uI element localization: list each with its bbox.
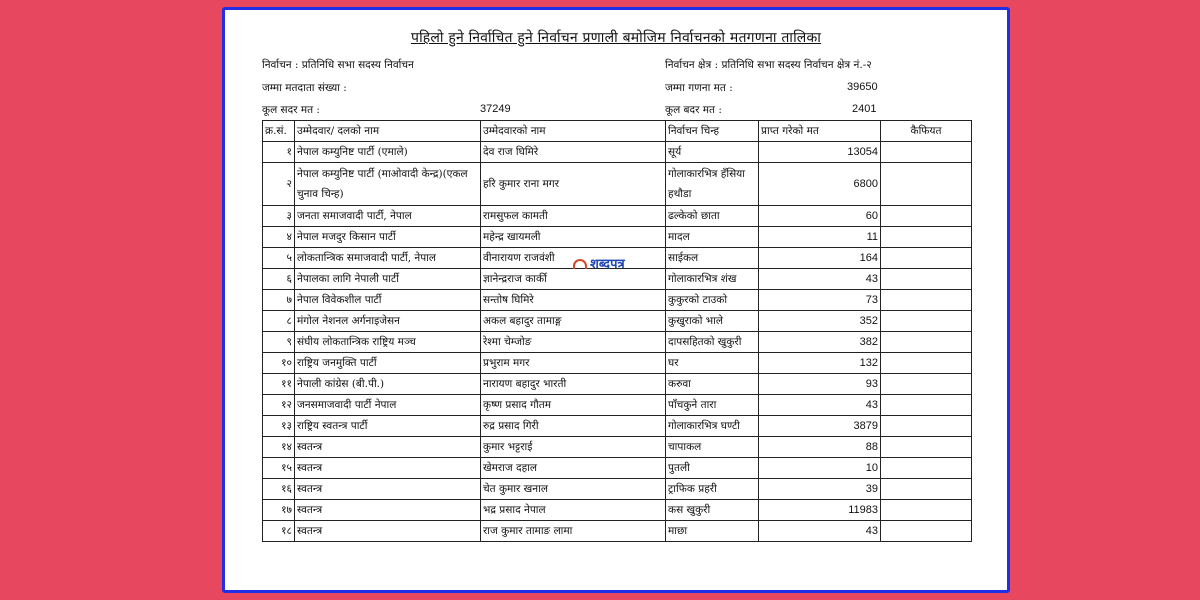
header-remarks: कैफियत — [881, 121, 972, 142]
row-sn-cell: ८ — [263, 311, 295, 332]
document-title: पहिलो हुने निर्वाचित हुने निर्वाचन प्रणाली बमोजिम निर्वाचनको मतगणना तालिका — [410, 30, 822, 46]
row-candidate-cell: नारायण बहादुर भारती — [481, 374, 666, 395]
row-remarks-cell — [881, 458, 972, 479]
row-votes-cell: 6800 — [759, 163, 881, 206]
row-symbol-cell: ट्राफिक प्रहरी — [666, 479, 759, 500]
row-candidate-cell: वीनारायण राजवंशी — [481, 248, 666, 269]
row-party-cell: स्वतन्त्र — [295, 479, 481, 500]
row-party-cell: जनसमाजवादी पार्टी नेपाल — [295, 395, 481, 416]
row-candidate-cell: महेन्द्र खायमली — [481, 227, 666, 248]
row-votes-cell: 88 — [759, 437, 881, 458]
row-candidate-cell: प्रभुराम मगर — [481, 353, 666, 374]
row-remarks-cell — [881, 248, 972, 269]
row-symbol-cell: साईकल — [666, 248, 759, 269]
table-row — [263, 311, 972, 332]
row-sn-cell: ६ — [263, 269, 295, 290]
row-votes-cell: 60 — [759, 206, 881, 227]
table-row — [263, 521, 972, 542]
row-candidate-cell: रेश्मा चेम्जोङ — [481, 332, 666, 353]
row-remarks-cell — [881, 163, 972, 206]
row-sn-cell: ९ — [263, 332, 295, 353]
election-label: निर्वाचन : प्रतिनिधि सभा सदस्य निर्वाचन — [262, 59, 414, 71]
row-sn-cell: ११ — [263, 374, 295, 395]
row-votes-cell: 93 — [759, 374, 881, 395]
row-party-cell: स्वतन्त्र — [295, 458, 481, 479]
row-sn-cell: ७ — [263, 290, 295, 311]
row-party-cell: मंगोल नेशनल अर्गनाइजेसन — [295, 311, 481, 332]
row-candidate-cell: कुमार भट्टराई — [481, 437, 666, 458]
row-sn-cell: १३ — [263, 416, 295, 437]
table-row — [263, 395, 972, 416]
total-voters-label: जम्मा मतदाता संख्या : — [262, 82, 347, 94]
row-votes-cell: 11983 — [759, 500, 881, 521]
row-sn-cell: १ — [263, 142, 295, 163]
row-votes-cell: 43 — [759, 395, 881, 416]
row-symbol-cell: चापाकल — [666, 437, 759, 458]
row-votes-cell: 43 — [759, 521, 881, 542]
row-symbol-cell: घर — [666, 353, 759, 374]
table-row — [263, 290, 972, 311]
invalid-votes-value: 2401 — [852, 103, 877, 115]
table-row — [263, 416, 972, 437]
row-votes-cell: 10 — [759, 458, 881, 479]
row-remarks-cell — [881, 227, 972, 248]
row-symbol-cell: पुतली — [666, 458, 759, 479]
row-symbol-cell: गोलाकारभित्र हँसिया हथौडा — [666, 163, 759, 206]
row-sn-cell: १६ — [263, 479, 295, 500]
row-party-cell: नेपाल कम्युनिष्ट पार्टी (माओवादी केन्द्र)(एकल चुनाव चिन्ह) — [295, 163, 481, 206]
row-sn-cell: ५ — [263, 248, 295, 269]
row-party-cell: नेपाल मजदुर किसान पार्टी — [295, 227, 481, 248]
row-candidate-cell: अकल बहादुर तामाङ्ग — [481, 311, 666, 332]
row-symbol-cell: कुकुरको टाउको — [666, 290, 759, 311]
row-party-cell: जनता समाजवादी पार्टी, नेपाल — [295, 206, 481, 227]
table-body — [263, 142, 972, 542]
table-row — [263, 458, 972, 479]
row-remarks-cell — [881, 332, 972, 353]
row-party-cell: नेपालका लागि नेपाली पार्टी — [295, 269, 481, 290]
row-party-cell: लोकतान्त्रिक समाजवादी पार्टी, नेपाल — [295, 248, 481, 269]
table-row — [263, 163, 972, 206]
row-candidate-cell: हरि कुमार राना मगर — [481, 163, 666, 206]
row-remarks-cell — [881, 416, 972, 437]
row-symbol-cell: गोलाकारभित्र घण्टी — [666, 416, 759, 437]
header-candidate: उम्मेदवारको नाम — [481, 121, 666, 142]
table-row — [263, 142, 972, 163]
row-party-cell: नेपाल विवेकशील पार्टी — [295, 290, 481, 311]
row-sn-cell: ४ — [263, 227, 295, 248]
valid-votes-label: कूल सदर मत : — [262, 104, 320, 116]
logo-arc-icon — [573, 259, 587, 269]
row-sn-cell: १५ — [263, 458, 295, 479]
row-party-cell: राष्ट्रिय स्वतन्त्र पार्टी — [295, 416, 481, 437]
header-symbol: निर्वाचन चिन्ह — [666, 121, 759, 142]
row-candidate-cell: भद्र प्रसाद नेपाल — [481, 500, 666, 521]
watermark-text: शब्दपत्र — [590, 257, 625, 272]
row-candidate-cell: ज्ञानेन्द्रराज कार्की — [481, 269, 666, 290]
row-remarks-cell — [881, 206, 972, 227]
total-counted-label: जम्मा गणना मत : — [665, 82, 733, 94]
row-symbol-cell: मादल — [666, 227, 759, 248]
row-party-cell: स्वतन्त्र — [295, 437, 481, 458]
valid-votes-value: 37249 — [480, 103, 511, 115]
row-symbol-cell: दापसहितको खुकुरी — [666, 332, 759, 353]
row-symbol-cell: माछा — [666, 521, 759, 542]
row-symbol-cell: कस खुकुरी — [666, 500, 759, 521]
row-remarks-cell — [881, 311, 972, 332]
constituency-label: निर्वाचन क्षेत्र : प्रतिनिधि सभा सदस्य निर्वाचन क्षेत्र नं.-२ — [665, 59, 872, 71]
row-votes-cell: 13054 — [759, 142, 881, 163]
row-remarks-cell — [881, 479, 972, 500]
header-votes: प्राप्त गरेको मत — [759, 121, 881, 142]
row-sn-cell: १४ — [263, 437, 295, 458]
row-symbol-cell: करुवा — [666, 374, 759, 395]
header-party: उम्मेदवार/ दलको नाम — [295, 121, 481, 142]
row-candidate-cell: खेमराज दहाल — [481, 458, 666, 479]
row-party-cell: स्वतन्त्र — [295, 500, 481, 521]
row-sn-cell: २ — [263, 163, 295, 206]
watermark-logo — [573, 254, 625, 272]
table-row — [263, 353, 972, 374]
row-sn-cell: १० — [263, 353, 295, 374]
row-remarks-cell — [881, 142, 972, 163]
row-sn-cell: ३ — [263, 206, 295, 227]
row-symbol-cell: गोलाकारभित्र शंख — [666, 269, 759, 290]
row-symbol-cell: पाँचकुने तारा — [666, 395, 759, 416]
row-party-cell: नेपाल कम्युनिष्ट पार्टी (एमाले) — [295, 142, 481, 163]
row-party-cell: संघीय लोकतान्त्रिक राष्ट्रिय मञ्च — [295, 332, 481, 353]
row-votes-cell: 352 — [759, 311, 881, 332]
row-votes-cell: 73 — [759, 290, 881, 311]
row-party-cell: राष्ट्रिय जनमुक्ति पार्टी — [295, 353, 481, 374]
row-symbol-cell: ढल्केको छाता — [666, 206, 759, 227]
table-header-row — [263, 121, 972, 142]
invalid-votes-label: कूल बदर मत : — [665, 104, 722, 116]
total-counted-value: 39650 — [847, 81, 878, 93]
row-candidate-cell: कृष्ण प्रसाद गौतम — [481, 395, 666, 416]
document-frame — [222, 7, 1010, 593]
row-remarks-cell — [881, 521, 972, 542]
row-symbol-cell: कुखुराको भाले — [666, 311, 759, 332]
row-remarks-cell — [881, 290, 972, 311]
row-remarks-cell — [881, 353, 972, 374]
row-votes-cell: 164 — [759, 248, 881, 269]
row-candidate-cell: रुद्र प्रसाद गिरी — [481, 416, 666, 437]
row-remarks-cell — [881, 395, 972, 416]
row-candidate-cell: चेत कुमार खनाल — [481, 479, 666, 500]
row-remarks-cell — [881, 500, 972, 521]
row-candidate-cell: सन्तोष घिमिरे — [481, 290, 666, 311]
table-row — [263, 437, 972, 458]
row-remarks-cell — [881, 374, 972, 395]
row-votes-cell: 39 — [759, 479, 881, 500]
row-candidate-cell: राज कुमार तामाङ लामा — [481, 521, 666, 542]
table-row — [263, 500, 972, 521]
row-party-cell: नेपाली कांग्रेस (बी.पी.) — [295, 374, 481, 395]
row-votes-cell: 132 — [759, 353, 881, 374]
row-sn-cell: १२ — [263, 395, 295, 416]
row-votes-cell: 382 — [759, 332, 881, 353]
row-remarks-cell — [881, 437, 972, 458]
row-candidate-cell: रामसुफल कामती — [481, 206, 666, 227]
row-sn-cell: १८ — [263, 521, 295, 542]
row-votes-cell: 11 — [759, 227, 881, 248]
row-candidate-cell: देव राज घिमिरे — [481, 142, 666, 163]
row-votes-cell: 43 — [759, 269, 881, 290]
table-row — [263, 374, 972, 395]
row-votes-cell: 3879 — [759, 416, 881, 437]
table-row — [263, 227, 972, 248]
table-row — [263, 479, 972, 500]
header-sn: क्र.सं. — [263, 121, 295, 142]
row-sn-cell: १७ — [263, 500, 295, 521]
row-remarks-cell — [881, 269, 972, 290]
table-row — [263, 206, 972, 227]
table-row — [263, 332, 972, 353]
row-symbol-cell: सूर्य — [666, 142, 759, 163]
row-party-cell: स्वतन्त्र — [295, 521, 481, 542]
vote-count-table — [262, 120, 972, 542]
